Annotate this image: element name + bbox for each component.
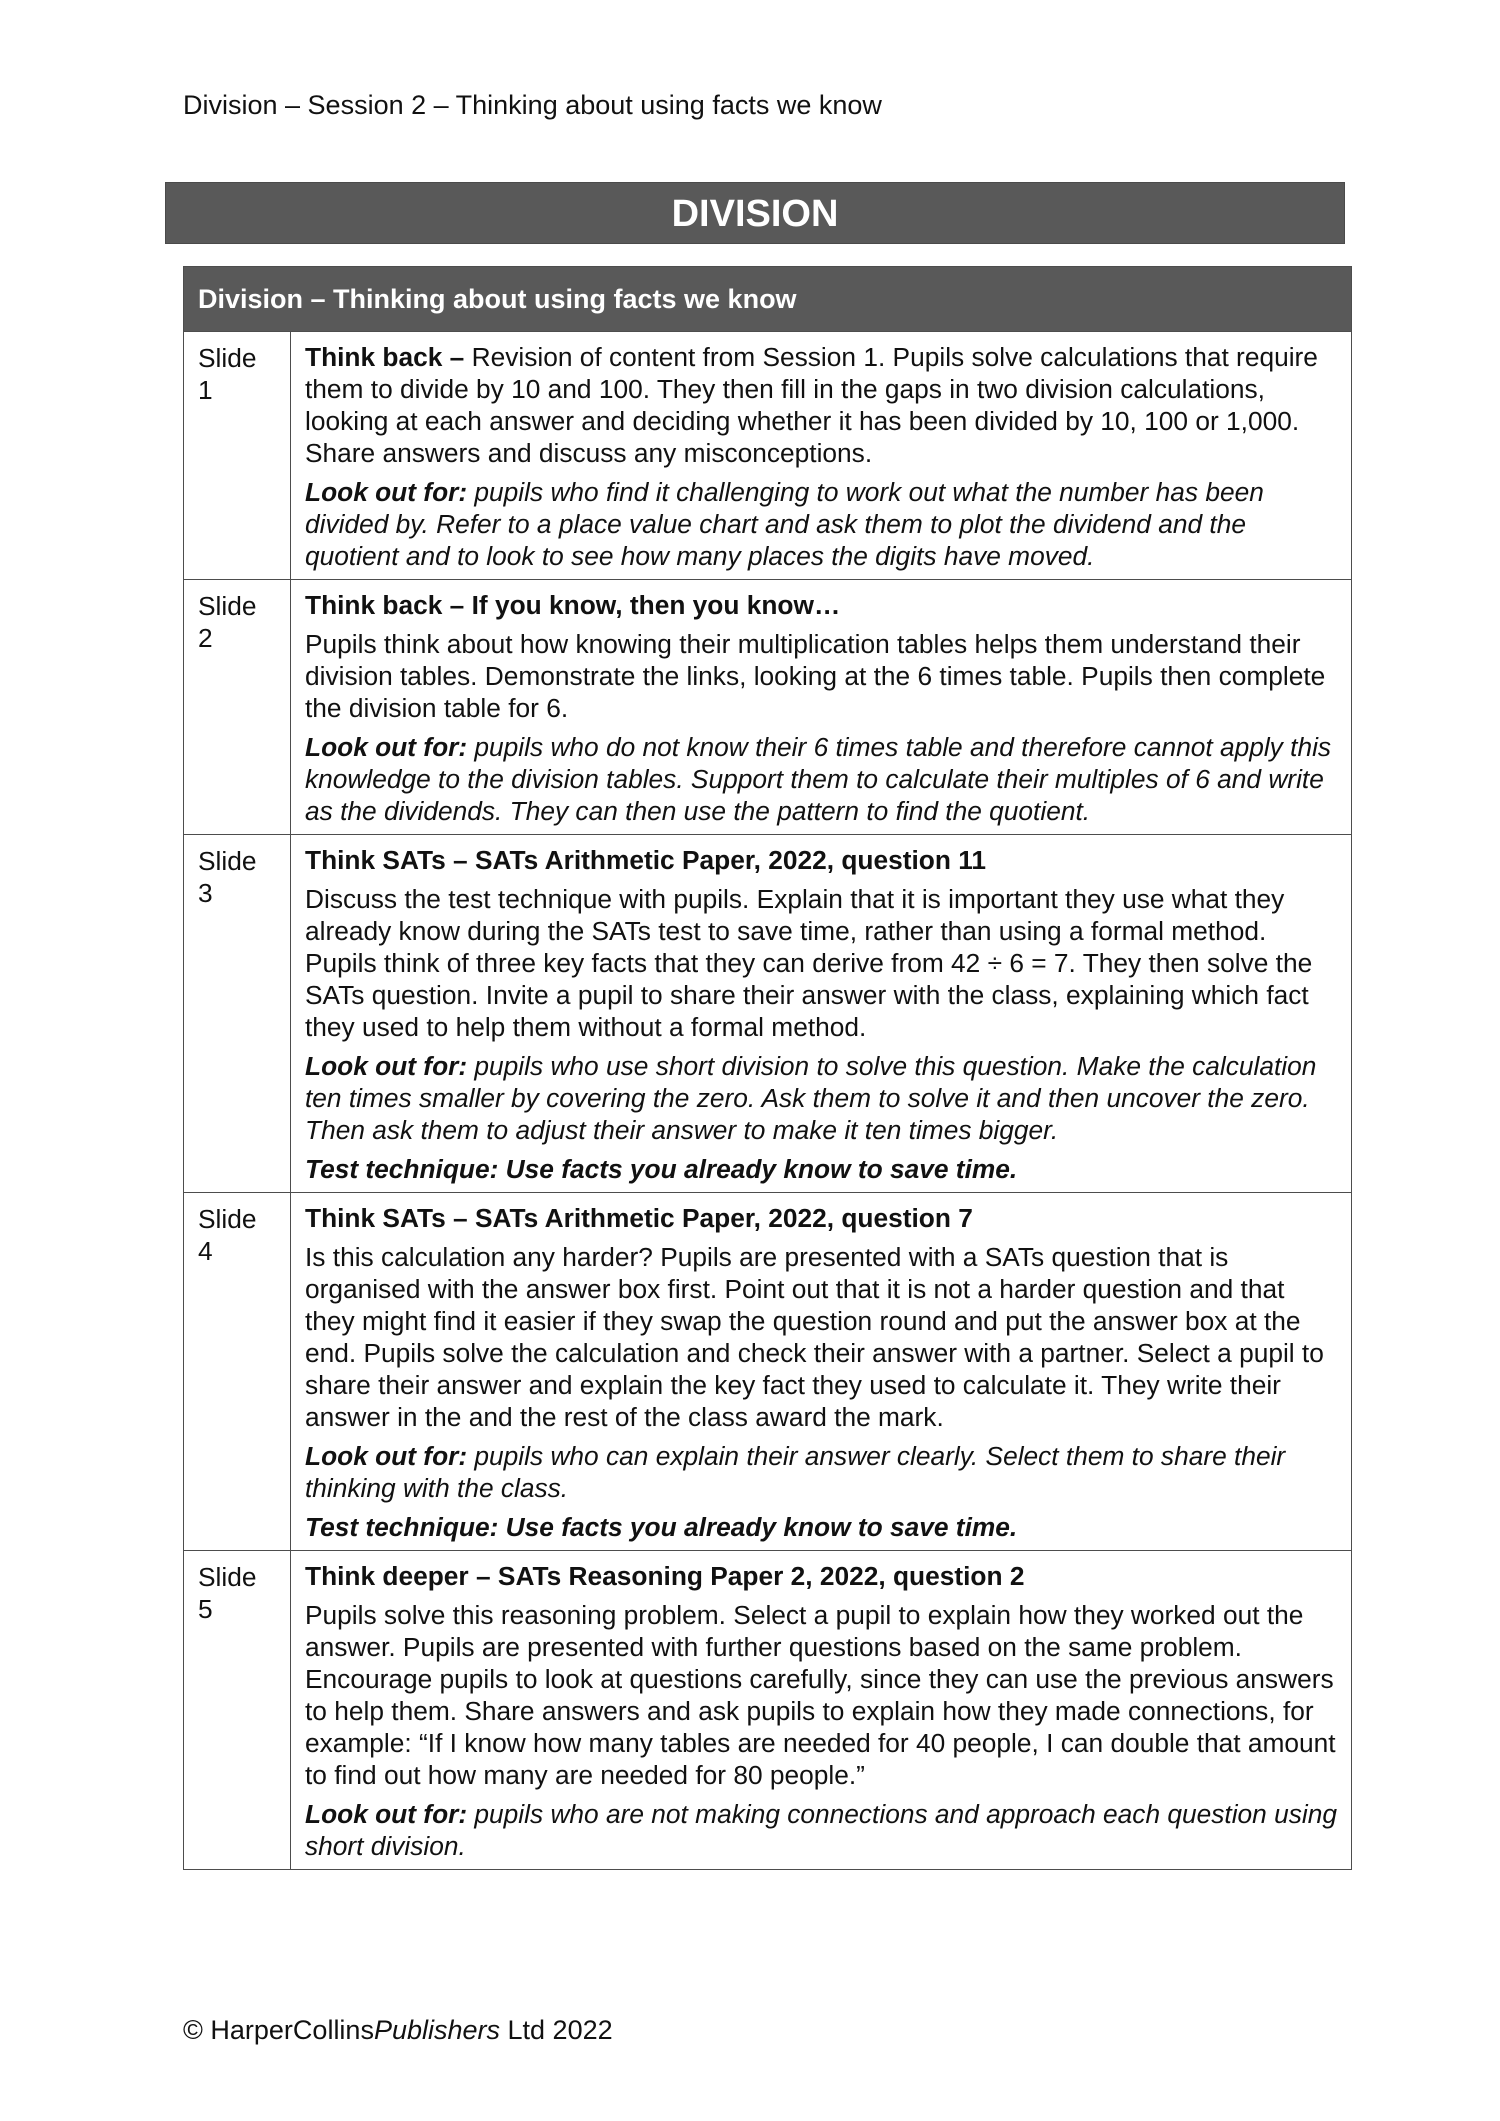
session-plan-table <box>183 266 1352 1870</box>
slide-label: Slide <box>198 591 257 621</box>
slide-heading: Think SATs – SATs Arithmetic Paper, 2022, question 11 <box>305 845 987 875</box>
look-out-label: Look out for: <box>305 1051 468 1081</box>
slide-label: Slide <box>198 846 257 876</box>
look-out-label: Look out for: <box>305 1799 468 1829</box>
look-out-note <box>305 1050 1339 1146</box>
slide-label-cell <box>184 580 291 835</box>
look-out-label: Look out for: <box>305 1441 468 1471</box>
look-out-text: pupils who use short division to solve this question. Make the calculation ten times smaller by covering the zero. Ask them to solve it and then uncover the zero. Then ask them to adjust their answer to make it ten times bigger. <box>305 1051 1317 1145</box>
slide-content-cell <box>291 580 1352 835</box>
slide-number: 5 <box>198 1594 213 1624</box>
slide-body: Pupils think about how knowing their multiplication tables helps them understand their division tables. Demonstrate the links, looking at the 6 times table. Pupils then complete the division table for 6. <box>305 629 1326 723</box>
running-header: Division – Session 2 – Thinking about using facts we know <box>183 90 882 120</box>
look-out-note <box>305 1798 1339 1862</box>
slide-heading: Think SATs – SATs Arithmetic Paper, 2022, question 7 <box>305 1203 973 1233</box>
slide-body: Discuss the test technique with pupils. Explain that it is important they use what they already know during the SATs test to save time, rather than using a formal method. Pupils think of three key facts that they can derive from 42 ÷ 6 = 7. They then solve the SATs question. Invite a pupil to share their answer with the class, explaining which fact they used to help them without a formal method. <box>305 884 1313 1042</box>
look-out-note <box>305 476 1339 572</box>
test-technique: Test technique: Use facts you already know to save time. <box>305 1154 1018 1184</box>
table-header-row <box>184 267 1352 332</box>
table-row <box>184 332 1352 580</box>
slide-label-cell <box>184 1551 291 1870</box>
table-heading: Division – Thinking about using facts we know <box>184 267 1352 332</box>
slide-label-cell <box>184 332 291 580</box>
look-out-text: pupils who are not making connections and approach each question using short division. <box>305 1799 1337 1861</box>
table-row <box>184 1193 1352 1551</box>
look-out-label: Look out for: <box>305 732 468 762</box>
test-technique: Test technique: Use facts you already know to save time. <box>305 1512 1018 1542</box>
slide-content-cell <box>291 1551 1352 1870</box>
table-row <box>184 835 1352 1193</box>
slide-body: Revision of content from Session 1. Pupils solve calculations that require them to divide by 10 and 100. They then fill in the gaps in two division calculations, looking at each answer and deciding whether it has been divided by 10, 100 or 1,000. Share answers and discuss any misconceptions. <box>305 342 1318 468</box>
slide-heading: Think deeper – SATs Reasoning Paper 2, 2022, question 2 <box>305 1561 1025 1591</box>
slide-content-cell <box>291 835 1352 1193</box>
slide-number: 1 <box>198 375 213 405</box>
slide-label: Slide <box>198 343 257 373</box>
slide-body: Is this calculation any harder? Pupils are presented with a SATs question that is organised with the answer box first. Point out that it is not a harder question and that they might find it easier if they swap the question round and put the answer box at the end. Pupils solve the calculation and check their answer with a partner. Select a pupil to share their answer and explain the key fact they used to calculate it. They write their answer in the and the rest of the class award the mark. <box>305 1242 1324 1432</box>
slide-number: 2 <box>198 623 213 653</box>
look-out-note <box>305 1440 1339 1504</box>
slide-content-cell <box>291 1193 1352 1551</box>
slide-content-cell <box>291 332 1352 580</box>
slide-label: Slide <box>198 1204 257 1234</box>
table-row <box>184 580 1352 835</box>
slide-description <box>305 341 1339 469</box>
slide-label-cell <box>184 1193 291 1551</box>
copyright-footer <box>183 2013 613 2047</box>
copyright-italic: Publishers <box>373 2015 501 2045</box>
look-out-text: pupils who can explain their answer clearly. Select them to share their thinking with the class. <box>305 1441 1286 1503</box>
look-out-text: pupils who do not know their 6 times table and therefore cannot apply this knowledge to the division tables. Support them to calculate their multiples of 6 and write as the dividends. They can then use the pattern to find the quotient. <box>305 732 1332 826</box>
slide-number: 3 <box>198 878 213 908</box>
slide-number: 4 <box>198 1236 213 1266</box>
look-out-text: pupils who find it challenging to work out what the number has been divided by. Refer to a place value chart and ask them to plot the dividend and the quotient and to look to see how many places the digits have moved. <box>305 477 1264 571</box>
table-row <box>184 1551 1352 1870</box>
slide-label: Slide <box>198 1562 257 1592</box>
page-title: DIVISION <box>165 182 1345 244</box>
slide-heading: Think back – If you know, then you know… <box>305 590 841 620</box>
look-out-label: Look out for: <box>305 477 468 507</box>
look-out-note <box>305 731 1339 827</box>
slide-heading: Think back – <box>305 342 465 372</box>
copyright-suffix: Ltd 2022 <box>500 2015 613 2045</box>
slide-label-cell <box>184 835 291 1193</box>
copyright-prefix: © HarperCollins <box>183 2015 374 2045</box>
slide-body: Pupils solve this reasoning problem. Select a pupil to explain how they worked out the answer. Pupils are presented with further questions based on the same problem. Encourage pupils to look at questions carefully, since they can use the previous answers to help them. Share answers and ask pupils to explain how they made connections, for example: “If I know how many tables are needed for 40 people, I can double that amount to find out how many are needed for 80 people.” <box>305 1600 1336 1790</box>
